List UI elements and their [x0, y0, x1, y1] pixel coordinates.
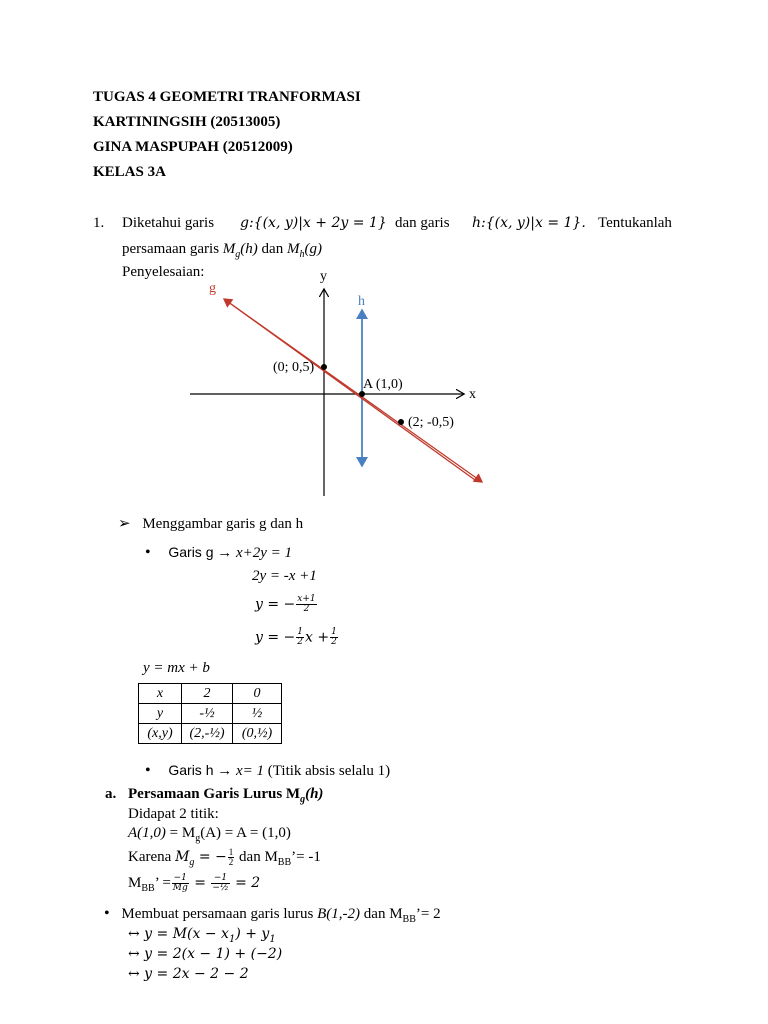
- eq-line-b: ↔ y = 2(x − 1) + (−2): [128, 946, 283, 962]
- table-cell: (x,y): [139, 724, 182, 744]
- author-2: GINA MASPUPAH (20512009): [93, 139, 293, 155]
- point-2-neg05-label: (2; -0,5): [408, 415, 454, 430]
- eq-a2-text: ) + y: [235, 926, 270, 942]
- table-cell: 2: [182, 684, 233, 704]
- problem-text-b: dan garis: [395, 215, 450, 231]
- table-cell: -½: [182, 704, 233, 724]
- eq3-num: 1: [297, 627, 304, 637]
- step-heading-text: Menggambar garis g dan h: [142, 516, 304, 532]
- point-a-sub: g: [195, 833, 201, 844]
- problem-text-a: Diketahui garis: [122, 215, 215, 231]
- karena-bsub: BB: [277, 857, 292, 868]
- table-row: [139, 704, 282, 724]
- bullet-icon: •: [145, 544, 151, 561]
- point-a-line: [128, 824, 291, 848]
- section-a-title-arg: (h): [305, 786, 324, 802]
- point-a-rest: (A) = A = (1,0): [200, 825, 291, 841]
- garis-h-line: [145, 761, 390, 780]
- mh-sub: h: [299, 249, 305, 260]
- membuat-text-b: dan M: [360, 906, 403, 922]
- solution-label: Penyelesaian:: [122, 264, 205, 280]
- eq-a-sub: 1: [228, 933, 236, 945]
- h-label: h: [358, 294, 365, 309]
- karena-num: 1: [228, 847, 234, 858]
- mbb-n2: −1: [211, 874, 229, 884]
- doc-title: TUGAS 4 GEOMETRI TRANFORMASI: [93, 89, 361, 105]
- mh-symbol: M: [286, 241, 300, 257]
- karena-m: M: [175, 849, 190, 865]
- h-definition: h:{(x, y)|x = 1}.: [472, 215, 586, 231]
- karena-c: ’= -1: [291, 849, 321, 865]
- karena-den: 2: [228, 857, 234, 868]
- table-cell: (0,½): [233, 724, 282, 744]
- table-cell: (2,-½): [182, 724, 233, 744]
- eq-a2-sub: 1: [269, 933, 276, 945]
- mbb-sub: BB: [141, 883, 155, 894]
- point-a-eq: = M: [165, 825, 196, 841]
- problem-number: 1.: [93, 215, 105, 231]
- eq2-den: 2: [303, 604, 310, 614]
- mh-arg: (g): [304, 241, 322, 257]
- mbb-result: = 2: [230, 875, 261, 891]
- mbb-m: M: [128, 875, 142, 891]
- table-cell: 0: [233, 684, 282, 704]
- table-cell: x: [139, 684, 182, 704]
- eq3-num2: 1: [331, 627, 337, 637]
- eq2-lhs: y = −: [255, 596, 296, 613]
- garis-h-note: (Titik absis selalu 1): [264, 763, 391, 779]
- problem-text-c: Tentukanlah: [598, 215, 672, 231]
- point-2-neg05: [398, 419, 404, 425]
- membuat-text-c: ’= 2: [415, 906, 441, 922]
- eq-step-3: [255, 628, 339, 647]
- mbb-d2: −½: [212, 883, 229, 894]
- bullet-icon: •: [145, 762, 151, 779]
- eq3-mid: x +: [305, 629, 330, 646]
- membuat-sub: BB: [402, 914, 416, 925]
- mbb-n1: −1: [173, 873, 187, 884]
- g-definition: g:{(x, y)|x + 2y = 1}: [240, 215, 387, 231]
- eq-step-1: 2y = -x +1: [252, 568, 317, 584]
- and-text: dan: [257, 241, 287, 257]
- point-a-expr: A(1,0): [128, 825, 166, 841]
- garis-h-label: Garis h: [168, 762, 214, 778]
- garis-g-label: Garis g: [168, 544, 214, 560]
- membuat-point-b: B(1,-2): [317, 906, 361, 922]
- karena-text: Karena: [128, 849, 176, 865]
- karena-sub: g: [189, 857, 195, 868]
- karena-eq: = −: [194, 849, 227, 865]
- mbb-eq2: =: [189, 875, 211, 891]
- table-cell: y: [139, 704, 182, 724]
- karena-b: dan M: [235, 849, 278, 865]
- section-a-title-sub: g: [300, 794, 306, 805]
- coordinate-graph: [180, 268, 490, 500]
- table-row: [139, 724, 282, 744]
- x-axis-label: x: [469, 387, 476, 402]
- eq-step-2: [255, 595, 318, 614]
- section-a-label: a.: [105, 786, 117, 802]
- eq-a-text: ↔ y = M(x − x: [128, 926, 229, 942]
- line-g-lower: [224, 299, 482, 482]
- point-0-05-label: (0; 0,5): [273, 360, 315, 375]
- mg-symbol: M: [222, 241, 236, 257]
- eq3-den: 2: [297, 637, 304, 647]
- mbb-eq: ’ =: [154, 875, 171, 891]
- garis-g-eq: → x+2y = 1: [213, 545, 293, 561]
- eq2-num: x+1: [297, 594, 316, 604]
- g-label: g: [209, 281, 216, 296]
- garis-h-eq: → x= 1: [213, 763, 265, 779]
- author-1: KARTININGSIH (20513005): [93, 114, 281, 130]
- slope-form: y = mx + b: [143, 660, 210, 676]
- didapat-text: Didapat 2 titik:: [128, 806, 219, 822]
- point-0-05: [321, 364, 327, 370]
- y-axis-label: y: [320, 269, 327, 284]
- step-heading: [118, 515, 303, 533]
- table-cell: ½: [233, 704, 282, 724]
- eq-line-c: ↔ y = 2x − 2 − 2: [128, 966, 249, 982]
- section-a-title-text: Persamaan Garis Lurus M: [128, 786, 301, 802]
- karena-line: [128, 848, 321, 872]
- values-table: [138, 683, 282, 744]
- mbb-d1: Mg: [172, 883, 188, 894]
- problem-line-2: [122, 240, 322, 264]
- problem-line2-text: persamaan garis: [122, 241, 223, 257]
- mg-sub: g: [235, 249, 241, 260]
- class-label: KELAS 3A: [93, 164, 166, 180]
- membuat-text: Membuat persamaan garis lurus: [121, 906, 318, 922]
- eq3-den2: 2: [331, 637, 337, 647]
- eq3-lhs: y = −: [255, 629, 296, 646]
- point-a-label: A (1,0): [363, 377, 403, 392]
- bullet-icon: •: [104, 905, 110, 922]
- mg-arg: (h): [240, 241, 258, 257]
- garis-g-line: [145, 543, 292, 562]
- table-row: [139, 684, 282, 704]
- arrow-bullet-icon: ➢: [118, 516, 131, 532]
- mbb-line: [128, 874, 260, 898]
